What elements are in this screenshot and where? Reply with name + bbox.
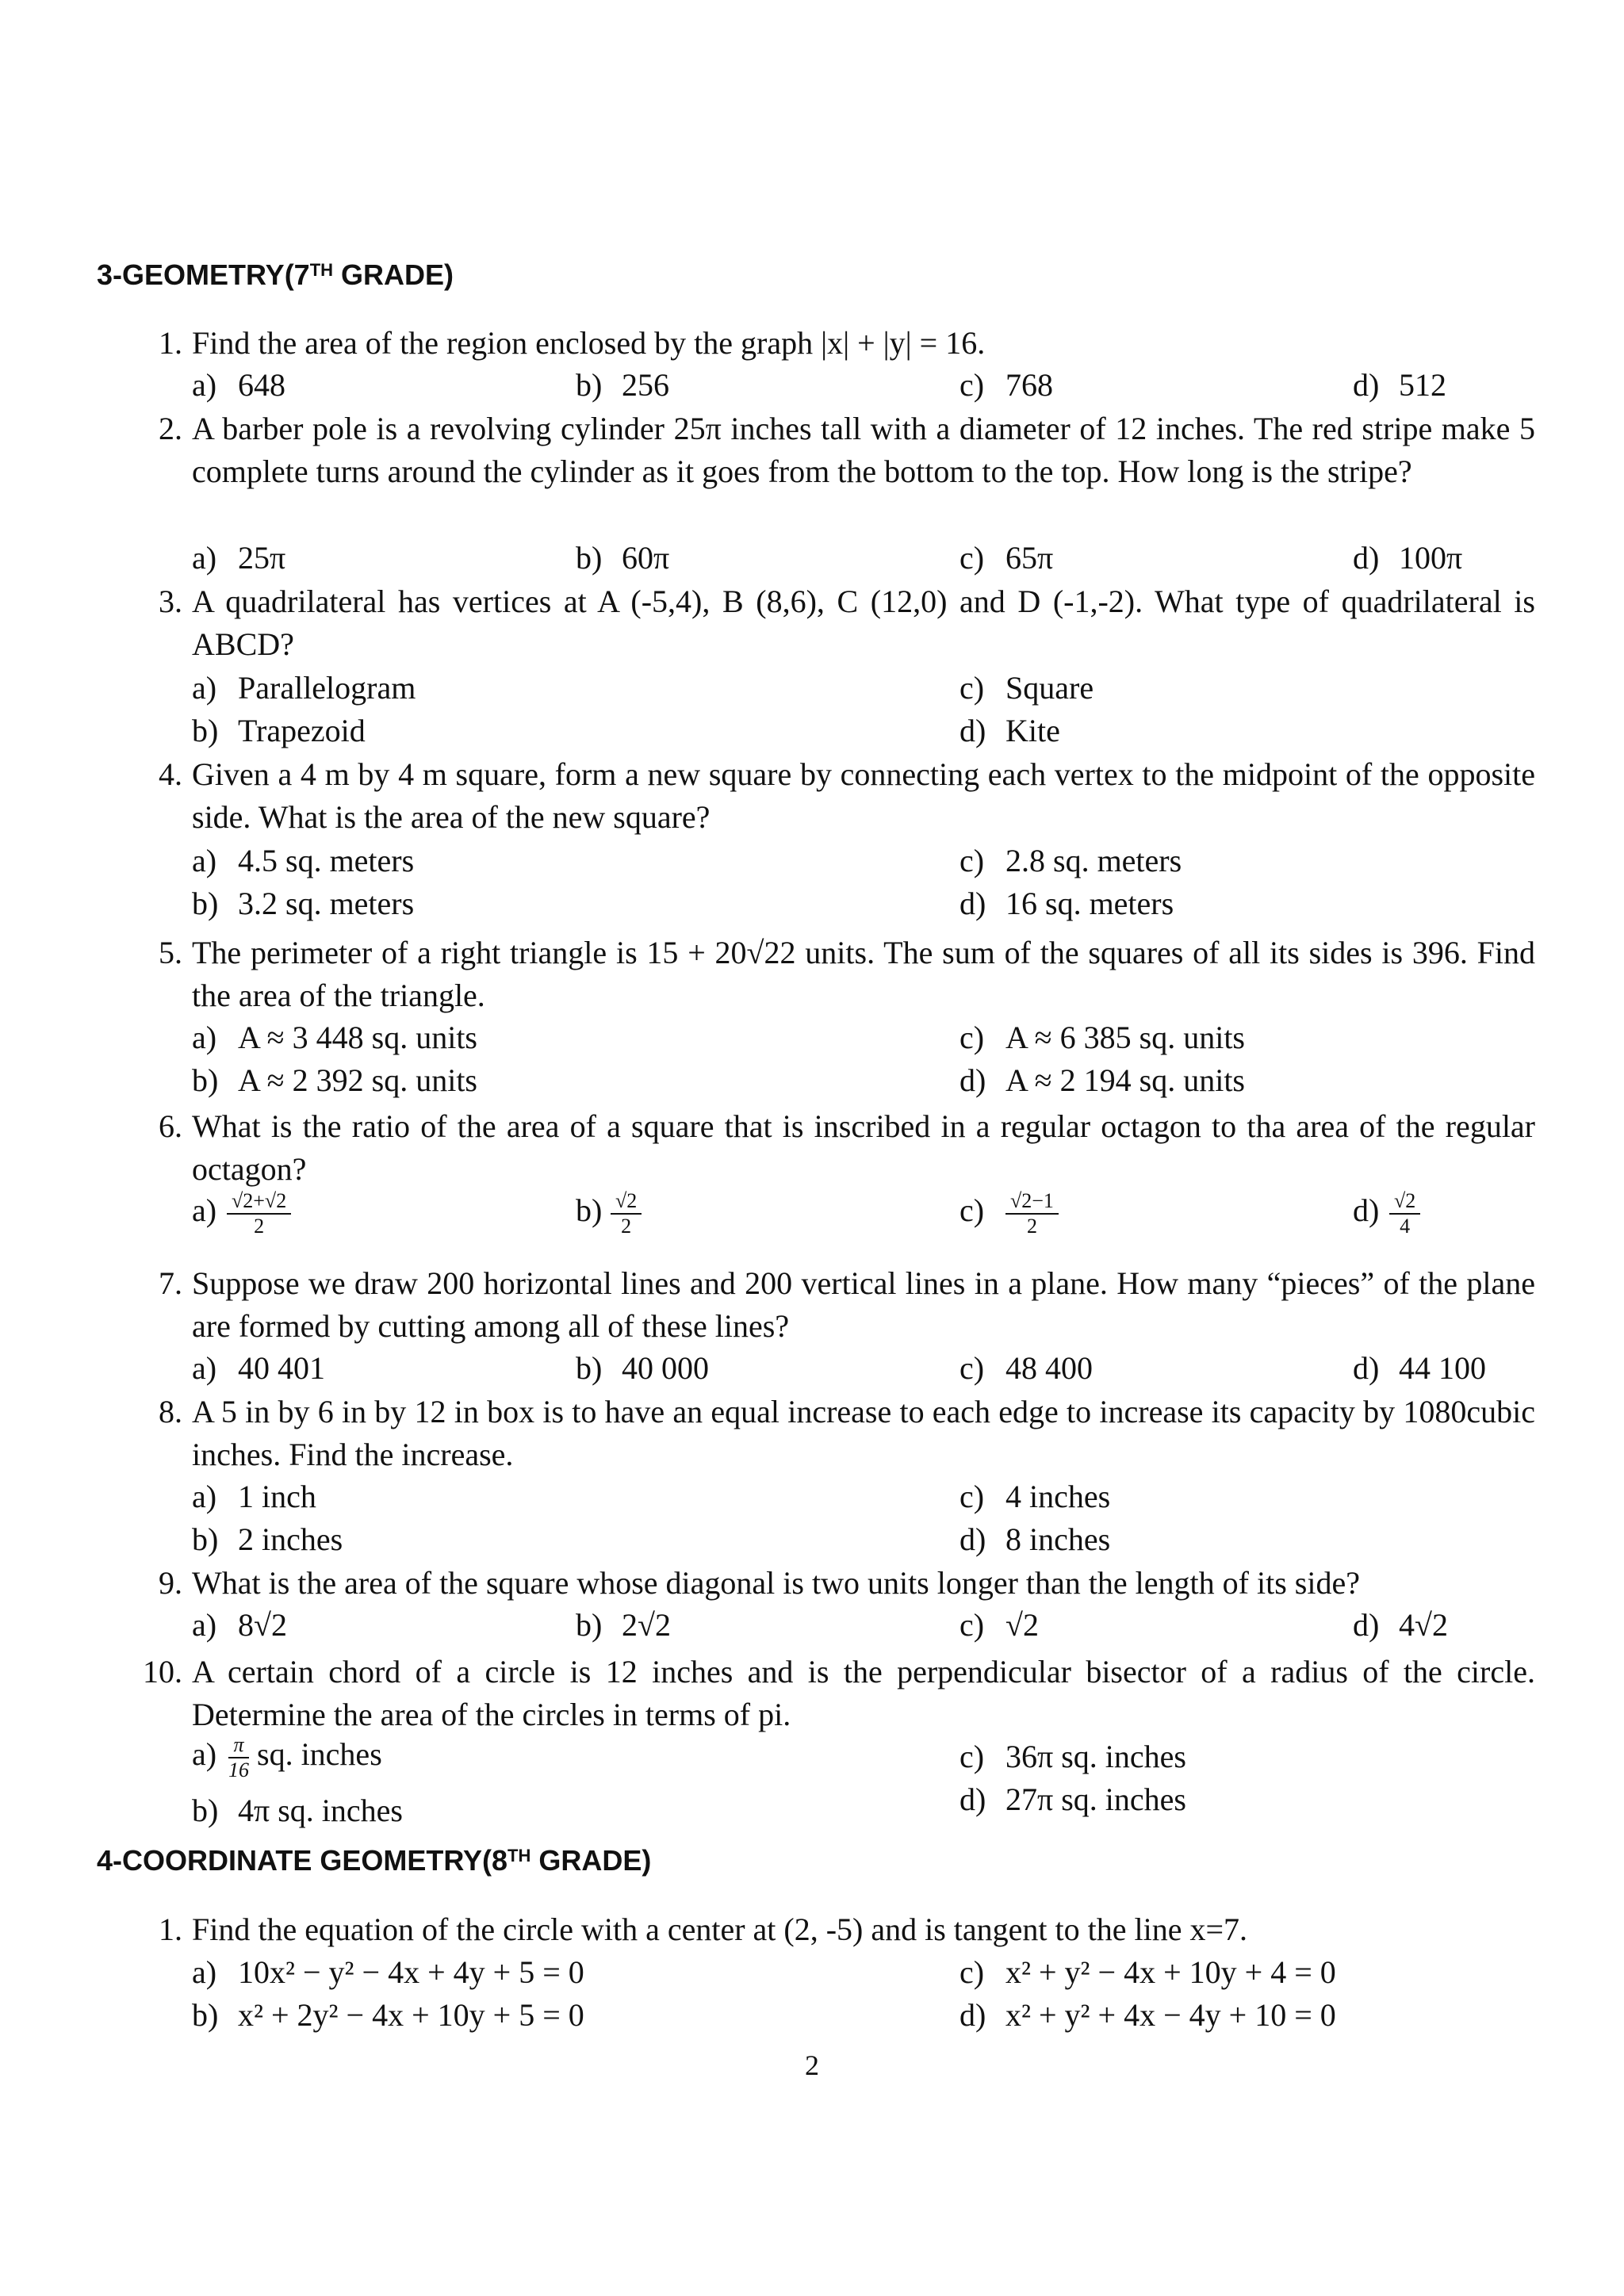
option-c: c) √2 <box>959 1607 1039 1643</box>
option-c: c) 48 400 <box>959 1350 1093 1386</box>
fraction: $\frac{√2}{4}$ <box>1389 1189 1420 1238</box>
question-text: The perimeter of a right triangle is 15 + 20√22 units. The sum of the squares of all its sides is 396. Find the area of the triangle. <box>192 935 1535 1013</box>
option-b: b) Trapezoid <box>192 713 366 748</box>
option-a: a) 40 401 <box>192 1350 325 1386</box>
question-number: 9. <box>159 1565 182 1601</box>
question-number: 5. <box>159 935 182 970</box>
question-text: A barber pole is a revolving cylinder 25π inches tall with a diameter of 12 inches. The red stripe make 5 complete turns around the cylinder as it goes from the bottom to the top. How long is the stripe? <box>192 411 1535 489</box>
option-c: c) 65π <box>959 540 1054 576</box>
option-d: d) 4√2 <box>1353 1607 1448 1643</box>
question-text: A certain chord of a circle is 12 inches and is the perpendicular bisector of a radius of the circle. Determine the area of the circles in terms of pi. <box>192 1654 1535 1732</box>
option-a: a) A ≈ 3 448 sq. units <box>192 1020 477 1055</box>
option-a: a) 8√2 <box>192 1607 287 1643</box>
question-text: Find the area of the region enclosed by the graph |x| + |y| = 16. <box>192 325 986 361</box>
question-number: 8. <box>159 1394 182 1429</box>
option-d: d) $\frac{√2}{4}$ <box>1353 1189 1420 1238</box>
option-d: d) x² + y² + 4x − 4y + 10 = 0 <box>959 1997 1336 2033</box>
fraction: $\frac{\pi}{16}$ <box>228 1733 249 1781</box>
question-text: Suppose we draw 200 horizontal lines and 200 vertical lines in a plane. How many “pieces” of the plane are formed by cutting among all of these lines? <box>192 1265 1535 1344</box>
option-d: d) 44 100 <box>1353 1350 1486 1386</box>
question-text: Find the equation of the circle with a center at (2, -5) and is tangent to the line x=7. <box>192 1911 1248 1947</box>
section-title-geometry: 3-GEOMETRY(7TH GRADE) <box>97 258 454 291</box>
question-number: 1. <box>159 1911 182 1947</box>
question-number: 7. <box>159 1265 182 1301</box>
option-a: a) Parallelogram <box>192 670 416 706</box>
option-b: b) $\frac{√2}{2}$ <box>576 1189 642 1238</box>
option-d: d) 8 inches <box>959 1521 1111 1557</box>
option-b: b) 2√2 <box>576 1607 671 1643</box>
section-title-coordinate-geometry: 4-COORDINATE GEOMETRY(8TH GRADE) <box>97 1844 652 1877</box>
option-c: c) A ≈ 6 385 sq. units <box>959 1020 1245 1055</box>
option-a: a) $\frac{√2+√2}{2}$ <box>192 1189 291 1238</box>
fraction: $\frac{√2}{2}$ <box>611 1189 642 1238</box>
option-d: d) 100π <box>1353 540 1463 576</box>
option-b: b) A ≈ 2 392 sq. units <box>192 1062 477 1098</box>
option-c: c) 36π sq. inches <box>959 1739 1186 1774</box>
question-text: A quadrilateral has vertices at A (-5,4), B (8,6), C (12,0) and D (-1,-2). What type of quadrilateral is ABCD? <box>192 584 1535 662</box>
option-a: a) 1 inch <box>192 1479 316 1514</box>
option-a: a) 25π <box>192 540 286 576</box>
option-a: a) 10x² − y² − 4x + 4y + 5 = 0 <box>192 1954 584 1990</box>
option-b: b) 3.2 sq. meters <box>192 886 415 921</box>
question-number: 1. <box>159 325 182 361</box>
option-c: c) x² + y² − 4x + 10y + 4 = 0 <box>959 1954 1336 1990</box>
question-text: What is the ratio of the area of a square that is inscribed in a regular octagon to tha area of the regular octagon? <box>192 1108 1535 1187</box>
option-d: d) 512 <box>1353 367 1446 403</box>
question-number: 3. <box>159 584 182 619</box>
option-d: d) 16 sq. meters <box>959 886 1174 921</box>
option-c: c) 4 inches <box>959 1479 1111 1514</box>
option-d: d) Kite <box>959 713 1060 748</box>
option-d: d) 27π sq. inches <box>959 1781 1186 1817</box>
fraction: $\frac{√2+√2}{2}$ <box>227 1189 291 1238</box>
option-b: b) 2 inches <box>192 1521 343 1557</box>
option-b: b) 40 000 <box>576 1350 709 1386</box>
question-number: 6. <box>159 1108 182 1144</box>
option-d: d) A ≈ 2 194 sq. units <box>959 1062 1245 1098</box>
option-b: b) 60π <box>576 540 670 576</box>
question-text: A 5 in by 6 in by 12 in box is to have an equal increase to each edge to increase its capacity by 1080cubic inches. Find the increase. <box>192 1394 1535 1472</box>
page-number: 2 <box>805 2049 819 2081</box>
question-text: What is the area of the square whose diagonal is two units longer than the length of its side? <box>192 1565 1360 1601</box>
option-c: c) 768 <box>959 367 1053 403</box>
option-a: a) $\frac{\pi}{16}$ sq. inches <box>192 1733 382 1781</box>
option-b: b) 256 <box>576 367 669 403</box>
option-b: b) 4π sq. inches <box>192 1793 403 1828</box>
option-a: a) 648 <box>192 367 285 403</box>
option-c: c) Square <box>959 670 1094 706</box>
question-number: 4. <box>159 756 182 792</box>
option-c: c) 2.8 sq. meters <box>959 843 1182 878</box>
question-text: Given a 4 m by 4 m square, form a new square by connecting each vertex to the midpoint of the opposite side. What is the area of the new square? <box>192 756 1535 835</box>
fraction: $\frac{√2-1}{2}$ <box>1005 1189 1059 1238</box>
question-number: 10. <box>143 1654 182 1689</box>
option-b: b) x² + 2y² − 4x + 10y + 5 = 0 <box>192 1997 584 2033</box>
question-number: 2. <box>159 411 182 446</box>
option-c: c) $\frac{√2-1}{2}$ <box>959 1189 1059 1238</box>
option-a: a) 4.5 sq. meters <box>192 843 415 878</box>
